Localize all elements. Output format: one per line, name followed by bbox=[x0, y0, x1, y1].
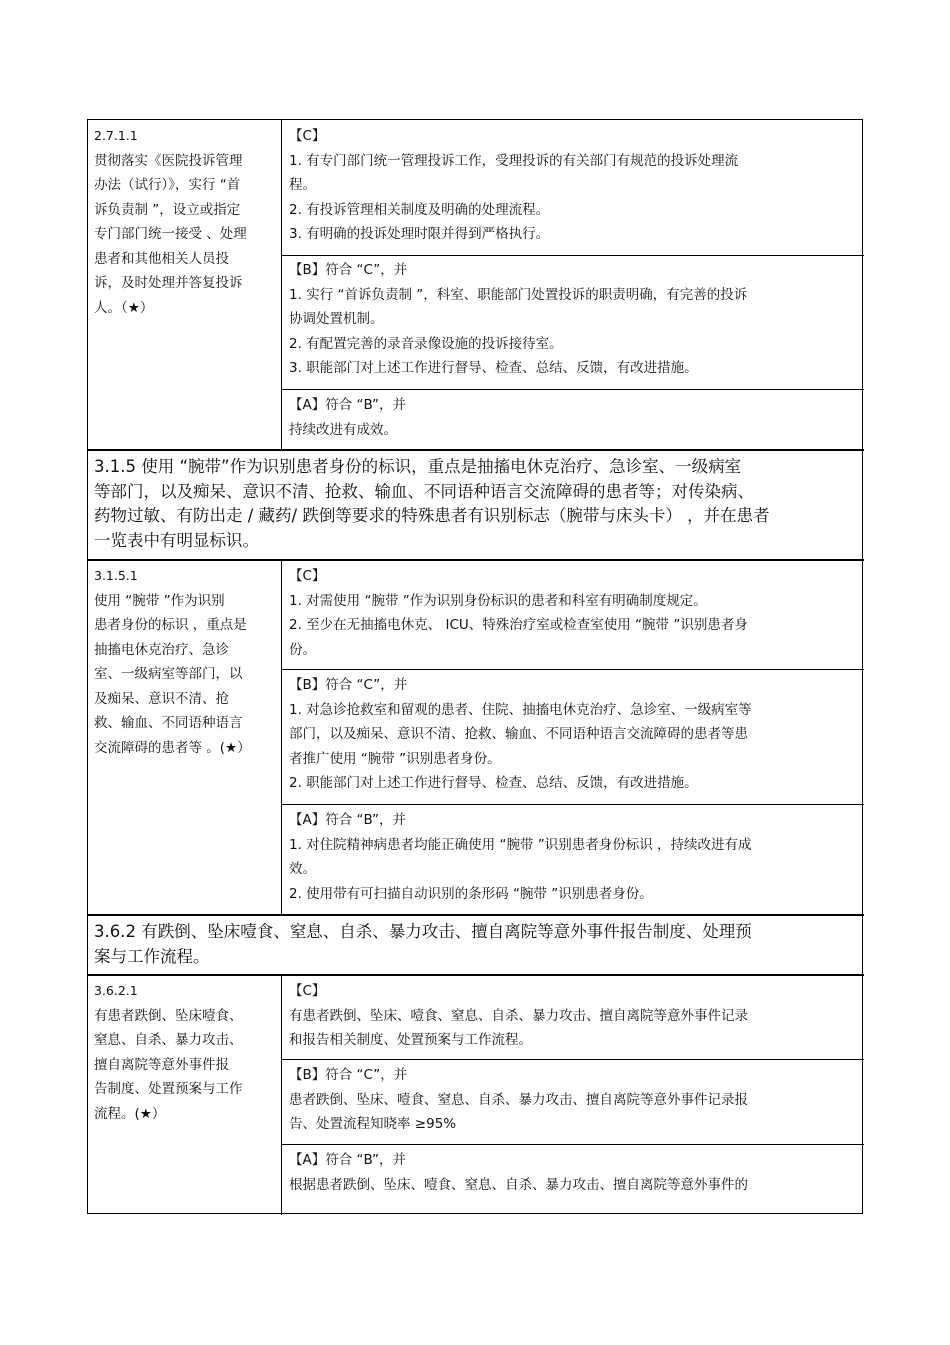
standard-header-3-6-2 bbox=[94, 920, 854, 969]
section-divider bbox=[88, 914, 864, 916]
criterion-text-line: 窒息、自杀、暴力攻击、 bbox=[94, 1032, 243, 1048]
grade-label: 【C】 bbox=[289, 983, 326, 999]
grade-text-line: 者推广使用 “腕带 ”识别患者身份。 bbox=[289, 750, 501, 767]
grade-text-line: 2. 有配置完善的录音录像设施的投诉接待室。 bbox=[289, 335, 563, 352]
grade-text-line: 协调处置机制。 bbox=[289, 311, 384, 327]
grade-text-line: 患者跌倒、坠床、噎食、窒息、自杀、暴力攻击、擅自离院等意外事件记录报 bbox=[289, 1091, 748, 1108]
grade-label: 【B】符合 “C”，并 bbox=[289, 262, 408, 278]
grade-c-cell bbox=[289, 564, 859, 662]
grade-label: 【C】 bbox=[289, 128, 326, 144]
criterion-text-line: 患者和其他相关人员投 bbox=[94, 250, 229, 267]
grade-text-line: 程。 bbox=[289, 177, 316, 193]
row-divider bbox=[281, 255, 864, 256]
criterion-text-line: 及痴呆、意识不清、抢 bbox=[94, 690, 229, 707]
standard-header-3-1-5 bbox=[94, 455, 854, 553]
grade-text-line: 部门，以及痴呆、意识不清、抢救、输血、不同语种语言交流障碍的患者等患 bbox=[289, 726, 748, 742]
grade-text-line: 1. 对急诊抢救室和留观的患者、住院、抽搐电休克治疗、急诊室、一级病室等 bbox=[289, 701, 752, 718]
grade-label: 【B】符合 “C”，并 bbox=[289, 677, 408, 693]
section-divider bbox=[88, 559, 864, 561]
grade-text-line: 1. 对住院精神病患者均能正确使用 “腕带 ”识别患者身份标识 ，持续改进有成 bbox=[289, 836, 752, 853]
grade-text-line: 根据患者跌倒、坠床、噎食、窒息、自杀、暴力攻击、擅自离院等意外事件的 bbox=[289, 1176, 748, 1193]
criterion-text-line: 使用 “腕带 ”作为识别 bbox=[94, 592, 225, 609]
grade-text-line: 2. 使用带有可扫描自动识别的条形码 “腕带 ”识别患者身份。 bbox=[289, 885, 653, 902]
criterion-text-line: 人。（★） bbox=[94, 299, 154, 316]
criterion-text-line: 专门部门统一接受 、处理 bbox=[94, 226, 247, 242]
grade-text-line: 1. 对需使用 “腕带 ”作为识别身份标识的患者和科室有明确制度规定。 bbox=[289, 592, 707, 609]
column-divider bbox=[281, 120, 282, 450]
column-divider bbox=[281, 975, 282, 1215]
criterion-text-line: 室、一级病室等部门，以 bbox=[94, 666, 243, 682]
criterion-text-line: 擅自离院等意外事件报 bbox=[94, 1056, 229, 1073]
grade-text-line: 有患者跌倒、坠床、噎食、窒息、自杀、暴力攻击、擅自离院等意外事件记录 bbox=[289, 1007, 748, 1024]
header-line: 一览表中有明显标识。 bbox=[94, 530, 259, 550]
grade-label: 【A】符合 “B”，并 bbox=[289, 1152, 407, 1168]
grade-text-line: 1. 实行 “首诉负责制 ”，科室、职能部门处置投诉的职责明确，有完善的投诉 bbox=[289, 286, 748, 303]
column-divider bbox=[281, 560, 282, 915]
row-divider bbox=[281, 1059, 864, 1060]
header-line: 药物过敏、有防出走 / 藏药/ 跌倒等要求的特殊患者有识别标志（腕带与床头卡） ，并在患者 bbox=[94, 506, 770, 525]
criterion-3-6-2-1 bbox=[94, 979, 274, 1126]
criterion-text-line: 贯彻落实《医院投诉管理 bbox=[94, 152, 243, 169]
grade-text-line: 2. 至少在无抽搐电休克、 ICU、特殊治疗室或检查室使用 “腕带 ”识别患者身 bbox=[289, 617, 748, 633]
grade-a-cell bbox=[289, 808, 859, 906]
row-divider bbox=[281, 389, 864, 390]
criterion-text-line: 救、输血、不同语种语言 bbox=[94, 715, 243, 731]
grade-text-line: 和报告相关制度、处置预案与工作流程。 bbox=[289, 1032, 532, 1048]
criterion-text-line: 有患者跌倒、坠床噎食、 bbox=[94, 1007, 243, 1024]
grade-text-line: 2. 职能部门对上述工作进行督导、检查、总结、反馈，有改进措施。 bbox=[289, 775, 698, 791]
grade-b-cell bbox=[289, 1063, 859, 1137]
header-line: 案与工作流程。 bbox=[94, 946, 210, 966]
grade-a-cell bbox=[289, 393, 859, 442]
criterion-3-1-5-1 bbox=[94, 564, 274, 760]
row-divider bbox=[281, 1144, 864, 1145]
row-divider bbox=[281, 669, 864, 670]
criterion-text-line: 诉负责制 ”，设立或指定 bbox=[94, 201, 241, 218]
grade-text-line: 3. 有明确的投诉处理时限并得到严格执行。 bbox=[289, 226, 550, 242]
header-line: 等部门，以及痴呆、意识不清、抢救、输血、不同语种语言交流障碍的患者等；对传染病、 bbox=[94, 481, 754, 501]
grade-text-line: 2. 有投诉管理相关制度及明确的处理流程。 bbox=[289, 201, 550, 218]
criterion-2-7-1-1 bbox=[94, 124, 274, 320]
grade-text-line: 效。 bbox=[289, 861, 316, 877]
grade-text-line: 告、处置流程知晓率 ≥95% bbox=[289, 1116, 457, 1132]
header-line: 3.1.5 使用 “腕带”作为识别患者身份的标识，重点是抽搐电休克治疗、急诊室、一级病室 bbox=[94, 457, 742, 476]
grade-b-cell bbox=[289, 673, 859, 796]
grade-c-cell bbox=[289, 124, 859, 247]
grade-a-cell bbox=[289, 1148, 859, 1197]
grade-label: 【B】符合 “C”，并 bbox=[289, 1067, 408, 1083]
header-line: 3.6.2 有跌倒、坠床噎食、窒息、自杀、暴力攻击、擅自离院等意外事件报告制度、处理预 bbox=[94, 922, 752, 941]
grade-c-cell bbox=[289, 979, 859, 1053]
grade-label: 【C】 bbox=[289, 568, 326, 584]
grade-label: 【A】符合 “B”，并 bbox=[289, 812, 407, 828]
grade-text-line: 份。 bbox=[289, 641, 316, 658]
criterion-text-line: 交流障碍的患者等 。(★） bbox=[94, 739, 251, 756]
criterion-text-line: 办法（试行）》，实行 “首 bbox=[94, 177, 241, 193]
grade-text-line: 持续改进有成效。 bbox=[289, 421, 397, 438]
section-divider bbox=[88, 449, 864, 451]
criterion-code: 2.7.1.1 bbox=[94, 128, 138, 143]
grade-text-line: 1. 有专门部门统一管理投诉工作，受理投诉的有关部门有规范的投诉处理流 bbox=[289, 152, 739, 169]
row-divider bbox=[281, 804, 864, 805]
criterion-code: 3.6.2.1 bbox=[94, 983, 138, 998]
criterion-text-line: 患者身份的标识 ，重点是 bbox=[94, 617, 247, 633]
criterion-text-line: 诉，及时处理并答复投诉 bbox=[94, 275, 243, 291]
grade-label: 【A】符合 “B”，并 bbox=[289, 397, 407, 413]
grade-text-line: 3. 职能部门对上述工作进行督导、检查、总结、反馈，有改进措施。 bbox=[289, 360, 698, 376]
criterion-text-line: 抽搐电休克治疗、急诊 bbox=[94, 641, 229, 658]
criterion-code: 3.1.5.1 bbox=[94, 568, 138, 583]
grade-b-cell bbox=[289, 258, 859, 381]
criterion-text-line: 告制度、处置预案与工作 bbox=[94, 1081, 243, 1097]
standards-table bbox=[87, 119, 863, 1214]
section-divider bbox=[88, 974, 864, 976]
criterion-text-line: 流程。(★） bbox=[94, 1105, 166, 1122]
